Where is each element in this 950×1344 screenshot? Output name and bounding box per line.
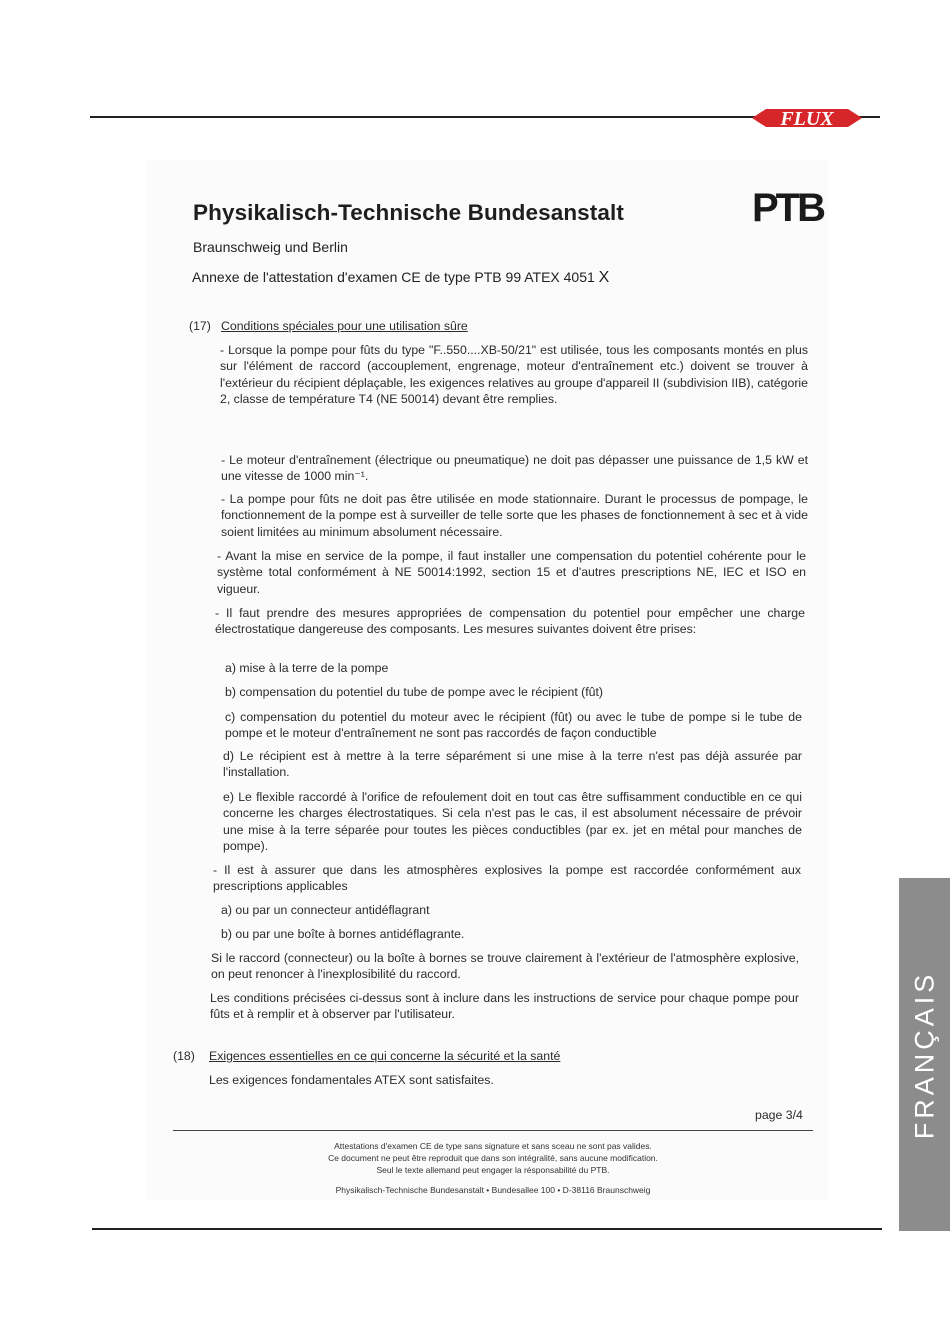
document-subtitle: Braunschweig und Berlin (193, 239, 348, 255)
annex-text: Annexe de l'attestation d'examen CE de type PTB 99 ATEX 4051 (192, 269, 595, 285)
connection-option: b) ou par une boîte à bornes antidéflagrante. (221, 927, 465, 941)
svg-text:FLUX: FLUX (780, 108, 834, 130)
condition-item: - La pompe pour fûts ne doit pas être utilisée en mode stationnaire. Durant le processus de pompage, le fonctionnement de la pompe est à surveiller de telle sorte que les phases de fonctionnement à sec et à vide soient limitées au minimum absolument nécessaire. (221, 492, 808, 539)
condition-item: - Le moteur d'entraînement (électrique ou pneumatique) ne doit pas dépasser une puissance de 1,5 kW et une vitesse de 1000 min⁻¹. (221, 453, 808, 484)
annex-suffix: X (598, 269, 610, 286)
section18-text: Les exigences fondamentales ATEX sont satisfaites. (209, 1073, 494, 1087)
paragraph-conditions: Les conditions précisées ci-dessus sont à inclure dans les instructions de service pour chaque pompe pour fûts et à remplir et à observer par l'utilisateur. (210, 991, 799, 1022)
footer-line: Seul le texte allemand peut engager la résponsabilité du PTB. (376, 1165, 610, 1175)
measure-item: c) compensation du potentiel du moteur avec le récipient (fût) ou avec le tube de pompe si le tube de pompe et le moteur d'entraînement ne sont pas raccordés de façon conductible (225, 710, 802, 741)
language-tab (899, 878, 950, 1231)
footer-address: Physikalisch-Technische Bundesanstalt • Bundesallee 100 • D-38116 Braunschweig (335, 1185, 651, 1195)
page-number: page 3/4 (755, 1108, 803, 1122)
measure-item: e) Le flexible raccordé à l'orifice de refoulement doit en tout cas être suffisamment conductible en ce qui concerne les charges électrostatiques. Si cela n'est pas le cas, il est absolument nécessaire de prévoir une mise à la terre séparée pour toutes les pièces conductibles (par ex. jet en métal pour manches de pompe). (223, 790, 802, 853)
footer-page-rule (92, 1228, 882, 1230)
measure-item: d) Le récipient est à mettre à la terre séparément si une mise à la terre n'est pas déjà assurée par l'installation. (223, 749, 802, 780)
document-title: Physikalisch-Technische Bundesanstalt (193, 200, 624, 225)
section17-number: (17) (189, 319, 211, 333)
section18-number: (18) (173, 1049, 195, 1063)
language-tab-label: FRANÇAIS (909, 970, 939, 1139)
annex-heading (192, 269, 609, 287)
condition-item: - Avant la mise en service de la pompe, il faut installer une compensation du potentiel cohérente pour le système total conformément à NE 50014:1992, section 15 et d'autres prescriptions NE, IEC et ISO en vigueur. (217, 549, 806, 596)
flux-logo (752, 98, 862, 138)
footer-line: Attestations d'examen CE de type sans signature et sans sceau ne sont pas valides. (334, 1141, 652, 1151)
condition-item: - Il est à assurer que dans les atmosphères explosives la pompe est raccordée conformément aux prescriptions applicables (213, 863, 801, 894)
condition-item: - Lorsque la pompe pour fûts du type "F..550....XB-50/21" est utilisée, tous les composants montés en plus sur l'élément de raccord (accouplement, engrenage, moteur d'entraînement etc.) doivent se trouver à l'extérieur du récipient déplaçable, les exigences relatives au groupe d'appareil II (subdivision IIB), catégorie 2, classe de température T4 (NE 50014) devant être remplies. (220, 343, 808, 406)
measure-item: a) mise à la terre de la pompe (225, 661, 389, 675)
connection-option: a) ou par un connecteur antidéflagrant (221, 903, 430, 917)
footer-line: Ce document ne peut être reproduit que dans son intégralité, sans aucune modification. (328, 1153, 658, 1163)
paragraph-raccord: Si le raccord (connecteur) ou la boîte à bornes se trouve clairement à l'extérieur de l'atmosphère explosive, on peut renoncer à l'inexplosibilité du raccord. (211, 951, 799, 982)
section18-title: Exigences essentielles en ce qui concerne la sécurité et la santé (209, 1049, 561, 1063)
section17-title: Conditions spéciales pour une utilisation sûre (221, 319, 468, 333)
certificate-scan (146, 160, 828, 1200)
condition-item: - Il faut prendre des mesures appropriées de compensation du potentiel pour empêcher une charge électrostatique dangereuse des composants. Les mesures suivantes doivent être prises: (215, 606, 805, 637)
footer-rule (173, 1130, 813, 1131)
measure-item: b) compensation du potentiel du tube de pompe avec le récipient (fût) (225, 685, 604, 699)
ptb-logo: PTB (752, 186, 823, 230)
